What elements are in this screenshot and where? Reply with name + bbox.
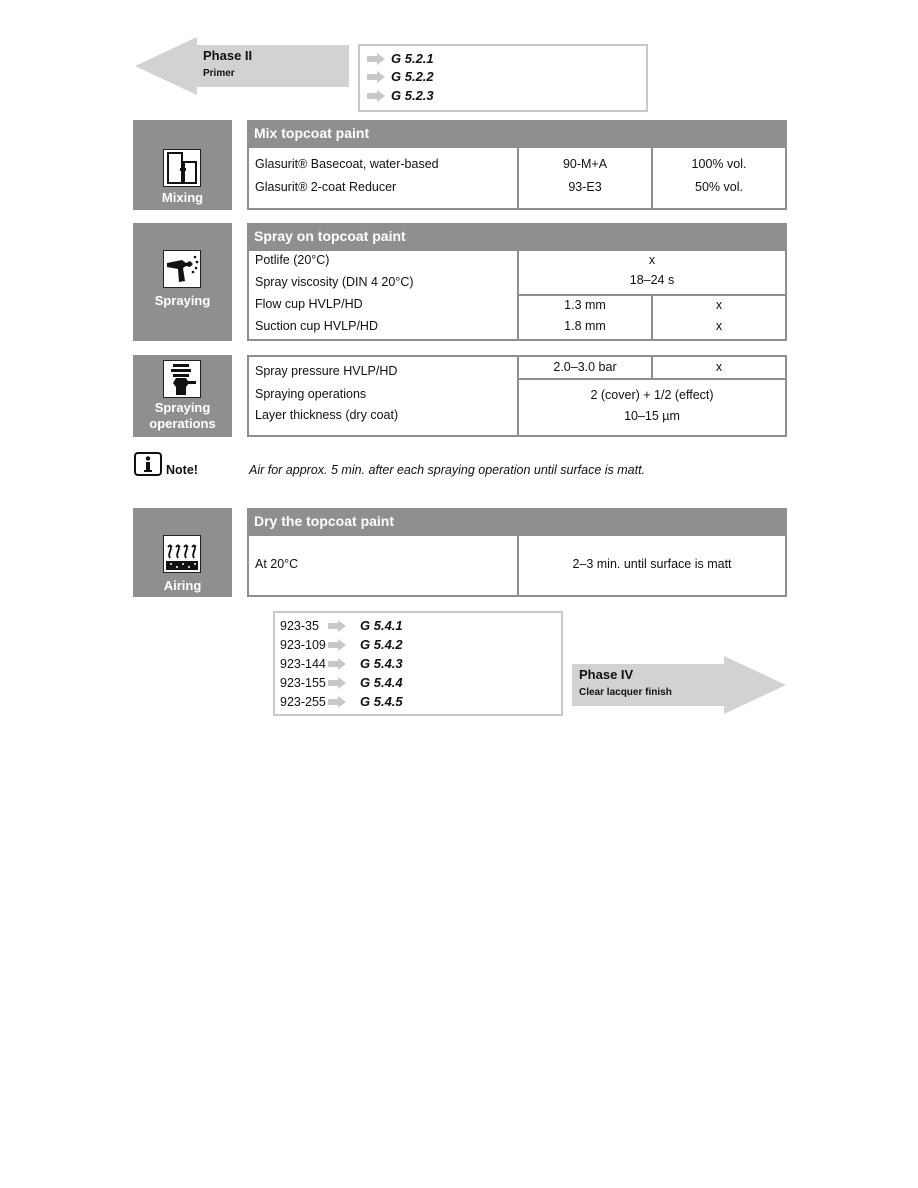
mixing-amount-1: 100% vol. [691, 157, 747, 171]
spray-pressure-label: Spray pressure HVLP/HD [255, 364, 398, 378]
arrow-right-icon [328, 639, 346, 651]
mixing-code-2: 93-E3 [568, 180, 602, 194]
mixing-amount-2: 50% vol. [695, 180, 743, 194]
reference-link[interactable] [280, 616, 480, 635]
airing-condition: At 20°C [255, 557, 299, 571]
product-code: 923-255 [280, 694, 326, 709]
arrow-right-icon [328, 677, 346, 689]
reference-link[interactable] [367, 69, 434, 84]
spray-pressure-x: x [715, 360, 723, 374]
potlife-value: x [648, 253, 656, 267]
reference-list-bottom [280, 616, 480, 711]
phase-prev-arrow[interactable] [135, 37, 349, 95]
mixing-step-tile [133, 120, 232, 210]
spraying-operations-value: 2 (cover) + 1/2 (effect) [590, 388, 714, 402]
reference-label: G 5.2.1 [391, 51, 434, 66]
reference-label: G 5.4.1 [360, 618, 403, 633]
reference-label: G 5.2.2 [391, 69, 434, 84]
mixing-code-1: 90-M+A [562, 157, 608, 171]
mixing-product-2: Glasurit® 2-coat Reducer [255, 180, 397, 194]
arrow-right-icon [367, 90, 385, 102]
airing-heading: Dry the topcoat paint [254, 513, 395, 529]
spraying-heading: Spray on topcoat paint [254, 228, 406, 244]
note-text: Air for approx. 5 min. after each spraying operation until surface is matt. [249, 463, 646, 477]
viscosity-value: 18–24 s [629, 273, 675, 287]
arrow-right-icon [367, 53, 385, 65]
airing-label: Airing [163, 578, 202, 593]
potlife-label: Potlife (20°C) [255, 253, 330, 267]
airing-icon [163, 535, 201, 573]
reference-link[interactable] [367, 51, 434, 66]
spraying-operations-row-label: Spraying operations [255, 387, 367, 401]
phase-prev-subtitle: Primer [203, 68, 235, 79]
info-icon [134, 452, 162, 476]
layer-thickness-value: 10–15 µm [624, 409, 680, 423]
reference-label: G 5.4.3 [360, 656, 403, 671]
phase-next-subtitle: Clear lacquer finish [579, 687, 672, 698]
layer-thickness-label: Layer thickness (dry coat) [255, 408, 399, 422]
spray-pressure-value: 2.0–3.0 bar [553, 360, 617, 374]
product-code: 923-155 [280, 675, 326, 690]
airing-step-tile [133, 508, 232, 597]
viscosity-label: Spray viscosity (DIN 4 20°C) [255, 275, 414, 289]
spray-operator-icon [163, 360, 201, 398]
product-code: 923-109 [280, 637, 326, 652]
spray-gun-icon [163, 250, 201, 288]
spraying-step-tile [133, 223, 232, 341]
reference-link[interactable] [280, 692, 480, 711]
arrow-right-icon [328, 658, 346, 670]
reference-link[interactable] [280, 635, 480, 654]
arrow-right-icon [367, 71, 385, 83]
flow-cup-label: Flow cup HVLP/HD [255, 297, 363, 311]
mixing-heading: Mix topcoat paint [254, 125, 370, 141]
reference-label: G 5.4.5 [360, 694, 403, 709]
product-code: 923-35 [280, 618, 319, 633]
spraying-label: Spraying [154, 293, 211, 308]
suction-cup-pressure: x [715, 319, 723, 333]
arrow-right-icon [328, 620, 346, 632]
note-label: Note! [166, 463, 198, 477]
reference-link[interactable] [367, 88, 434, 103]
phase-next-title: Phase IV [579, 667, 634, 682]
reference-link[interactable] [280, 654, 480, 673]
flow-cup-nozzle: 1.3 mm [564, 298, 606, 312]
airing-value: 2–3 min. until surface is matt [572, 557, 732, 571]
arrow-right-icon [328, 696, 346, 708]
reference-label: G 5.4.4 [360, 675, 403, 690]
spraying-operations-label-1: Spraying [154, 400, 211, 415]
mixing-product-1: Glasurit® Basecoat, water-based [255, 157, 439, 171]
suction-cup-label: Suction cup HVLP/HD [255, 319, 378, 333]
phase-prev-title: Phase II [203, 48, 253, 63]
product-code: 923-144 [280, 656, 326, 671]
reference-label: G 5.4.2 [360, 637, 403, 652]
mixing-label: Mixing [161, 190, 204, 205]
phase-next-arrow[interactable] [572, 656, 786, 714]
airing-table [247, 508, 787, 597]
reference-link[interactable] [280, 673, 480, 692]
suction-cup-nozzle: 1.8 mm [564, 319, 606, 333]
mixing-icon [163, 149, 201, 187]
flow-cup-pressure: x [715, 298, 723, 312]
spraying-operations-step-tile [133, 355, 232, 437]
reference-label: G 5.2.3 [391, 88, 434, 103]
spraying-operations-label-2: operations [149, 416, 216, 431]
